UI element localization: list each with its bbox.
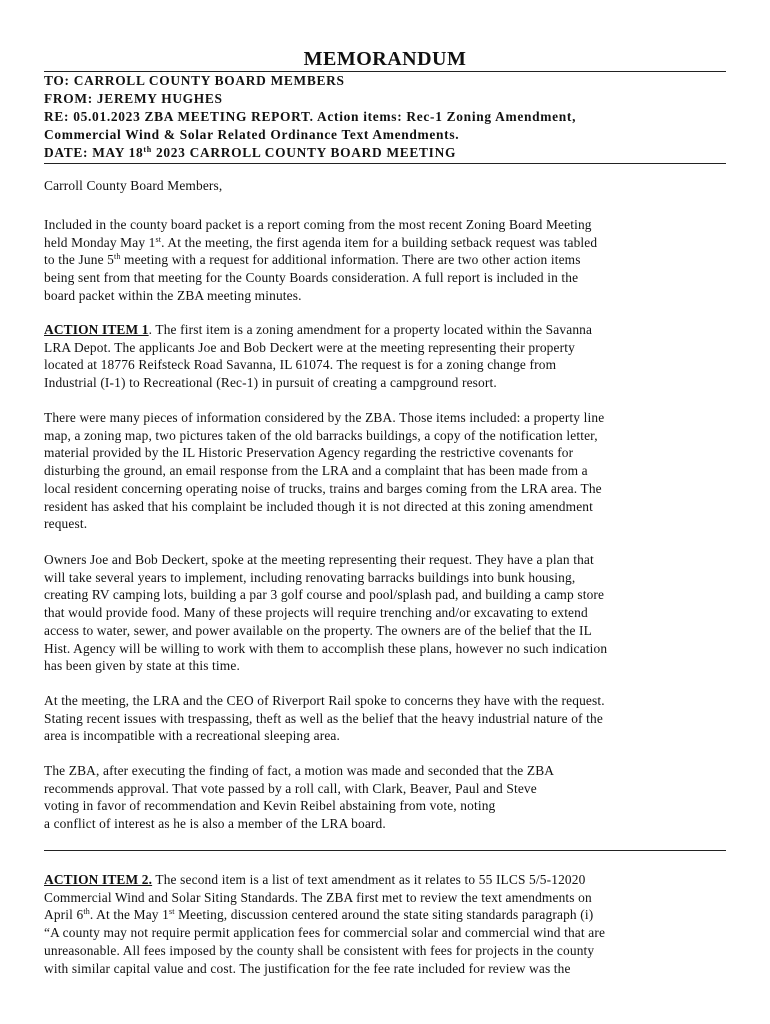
- action-item-1-paragraph: ACTION ITEM 1. The first item is a zoning amendment for a property located within the Savanna LRA Depot. The applicants Joe and Bob Deckert were at the meeting representing their property located at 18776 Reifsteck Road Savanna, IL 61074. The request is for a zoning change from Industrial (I-1) to Recreational (Rec-1) in pursuit of creating a campground resort.: [44, 322, 593, 391]
- memo-to: TO: CARROLL COUNTY BOARD MEMBERS: [44, 73, 345, 88]
- intro-paragraph: Included in the county board packet is a report coming from the most recent Zoning Board Meeting held Monday May 1st. At the meeting, the first agenda item for a building setback request was tabled to the June 5th meeting with a request for additional information. There are two other action items being sent from that meeting for the County Boards consideration. A full report is included in the board packet within the ZBA meeting minutes.: [44, 217, 598, 303]
- section-divider: [44, 850, 726, 851]
- zba-vote-paragraph: The ZBA, after executing the finding of fact, a motion was made and seconded that the ZBA recommends approval. That vote passed by a roll call, with Clark, Beaver, Paul and Steve voting in favor of recommendation and Kevin Reibel abstaining from vote, noting a conflict of interest as he is also a member of the LRA board.: [44, 763, 555, 832]
- memo-title: MEMORANDUM: [303, 48, 467, 70]
- memo-from: FROM: JEREMY HUGHES: [44, 91, 223, 106]
- action-item-2-label: ACTION ITEM 2.: [44, 872, 153, 887]
- salutation: Carroll County Board Members,: [44, 178, 223, 193]
- memo-date: DATE: MAY 18th 2023 CARROLL COUNTY BOARD MEETING: [44, 145, 457, 160]
- lra-concerns-paragraph: At the meeting, the LRA and the CEO of Riverport Rail spoke to concerns they have with the request. Stating recent issues with trespassing, theft as well as the belief that the heavy industrial nature of the area is incompatible with a recreational sleeping area.: [44, 693, 605, 744]
- memo-header: [44, 72, 726, 162]
- owners-paragraph: Owners Joe and Bob Deckert, spoke at the meeting representing their request. They have a plan that will take several years to implement, including renovating barracks buildings into bunk housing, creating RV camping lots, building a par 3 golf course and pool/splash pad, and building a camp store that would provide food. Many of these projects will require trenching and/or excavating to extend access to water, sewer, and power available on the property. The owners are of the belief that the IL Hist. Agency will be willing to work with them to accomplish these plans, however no such indication has been given by state at this time.: [44, 552, 608, 674]
- header-divider: [44, 163, 726, 164]
- action-item-1-label: ACTION ITEM 1: [44, 322, 149, 337]
- memo-re-line-2: Commercial Wind & Solar Related Ordinance Text Amendments.: [44, 127, 460, 142]
- action-item-2-paragraph: ACTION ITEM 2. The second item is a list of text amendment as it relates to 55 ILCS 5/5-12020 Commercial Wind and Solar Siting Standards. The ZBA first met to review the text amendments on April 6th. At the May 1st Meeting, discussion centered around the state siting standards paragraph (i) “A county may not require permit application fees for commercial solar and commercial wind that are unreasonable. All fees imposed by the county shall be consistent with fees for projects in the county with similar capital value and cost. The justification for the fee rate included for review was the: [44, 872, 606, 976]
- zba-considerations-paragraph: There were many pieces of information considered by the ZBA. Those items included: a property line map, a zoning map, two pictures taken of the old barracks buildings, a copy of the notification letter, material provided by the IL Historic Preservation Agency regarding the restrictive covenants for disturbing the ground, an email response from the LRA and a complaint that has been made from a local resident concerning operating noise of trucks, trains and barges coming from the LRA area. The resident has asked that his complaint be included though it is not directed at this zoning amendment request.: [44, 410, 605, 532]
- memo-re-line-1: RE: 05.01.2023 ZBA MEETING REPORT. Action items: Rec-1 Zoning Amendment,: [44, 109, 577, 124]
